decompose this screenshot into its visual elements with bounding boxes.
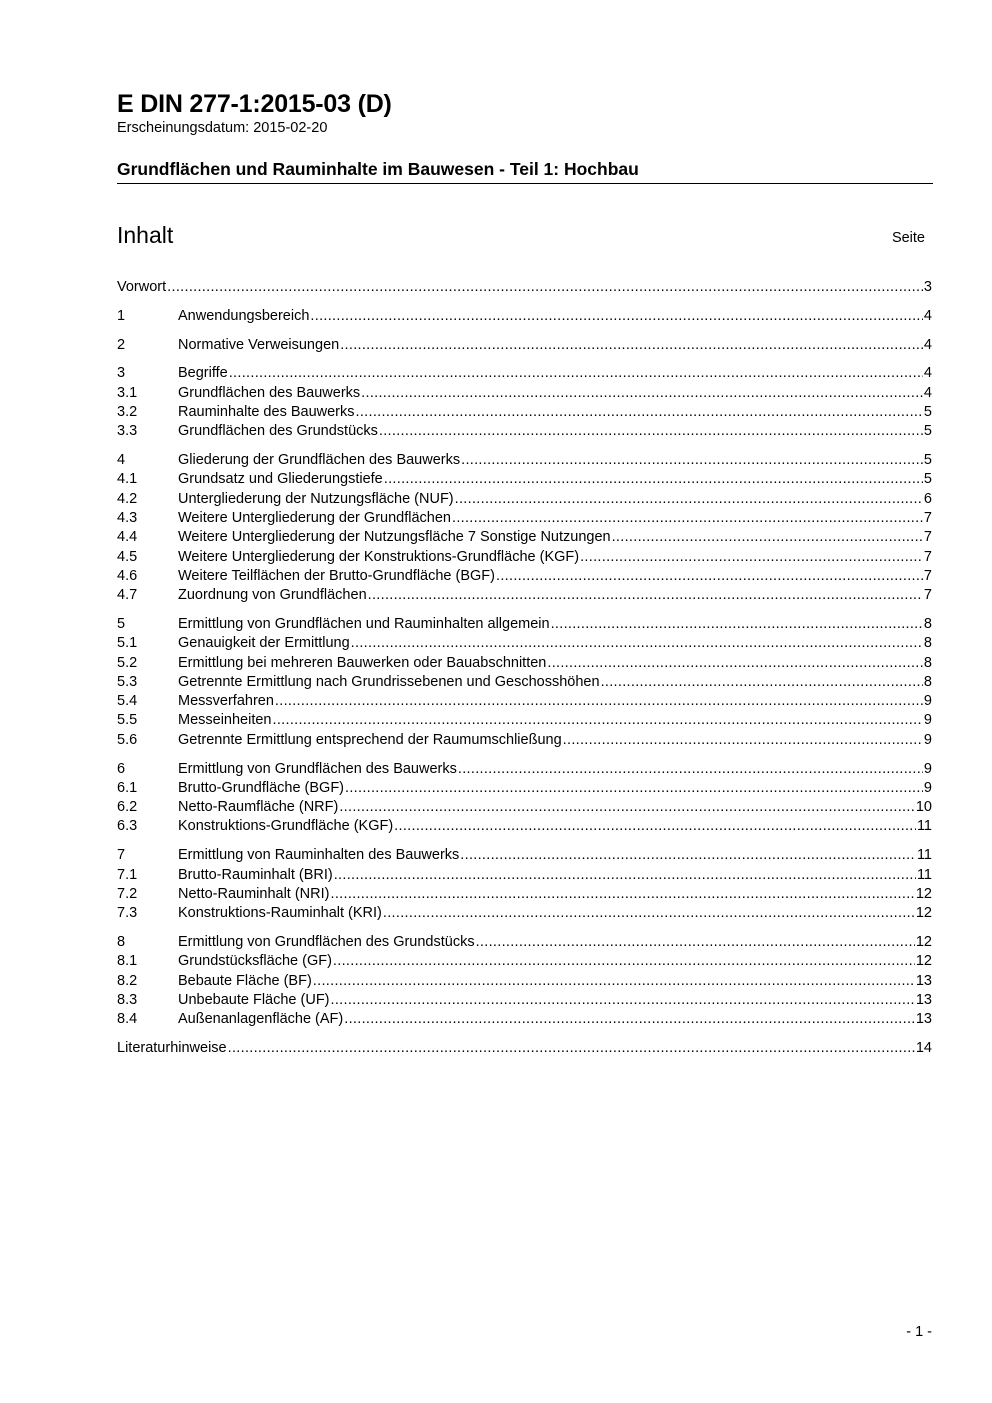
toc-entry[interactable] [117,654,932,673]
toc-dot-leader [344,1010,915,1029]
toc-entry[interactable] [117,1039,932,1058]
toc-entry-page: 13 [915,1011,932,1028]
toc-entry-page: 7 [923,587,932,604]
toc-entry-page: 11 [916,818,932,835]
toc-entry-title: Grundsatz und Gliederungstiefe [178,471,383,488]
toc-entry-title: Grundflächen des Grundstücks [178,423,378,440]
toc-entry-page: 12 [915,905,932,922]
toc-entry-page: 9 [923,712,932,729]
toc-dot-leader [563,731,923,750]
toc-entry-number: 4.7 [117,587,138,604]
toc-entry-page: 7 [923,548,932,565]
toc-entry-title: Brutto-Grundfläche (BGF) [178,779,344,796]
toc-entry-page: 9 [923,760,932,777]
toc-entry-title: Weitere Untergliederung der Nutzungsfläche 7 Sonstige Nutzungen [178,529,611,546]
toc-entry-number: 8.3 [117,991,138,1008]
toc-entry[interactable] [117,548,932,567]
toc-entry-number: 4 [117,452,126,469]
toc-entry[interactable] [117,567,932,586]
toc-entry[interactable] [117,904,932,923]
toc-entry-page: 3 [923,279,932,295]
toc-entry-number: 7 [117,847,126,864]
toc-entry[interactable] [117,866,932,885]
toc-entry[interactable] [117,336,932,355]
toc-entry-title: Anwendungsbereich [178,307,310,324]
toc-entry[interactable] [117,692,932,711]
toc-entry[interactable] [117,451,932,470]
toc-dot-leader [275,692,923,711]
toc-entry-number: 3.3 [117,423,138,440]
toc-dot-leader [580,548,923,567]
toc-entry-page: 8 [923,615,932,632]
toc-dot-leader [345,779,923,798]
toc-dot-leader [384,470,923,489]
toc-entry-title: Gliederung der Grundflächen des Bauwerks [178,452,461,469]
toc-entry-number: 4.1 [117,471,138,488]
toc-entry-title: Bebaute Fläche (BF) [178,972,312,989]
toc-entry-number: 8 [117,933,126,950]
toc-entry[interactable] [117,490,932,509]
toc-dot-leader [612,528,923,547]
toc-entry-number: 4.4 [117,529,138,546]
toc-entry-page: 12 [915,933,932,950]
toc-entry-number: 5.4 [117,693,138,710]
toc-entry-number: 4.6 [117,567,138,584]
toc-entry[interactable] [117,586,932,605]
toc-entry-number: 8.1 [117,953,138,970]
toc-entry-number: 3 [117,365,126,382]
toc-dot-leader [476,933,915,952]
toc-entry[interactable] [117,991,932,1010]
toc-dot-leader [351,634,923,653]
toc-dot-leader [455,490,923,509]
toc-entry[interactable] [117,711,932,730]
toc-entry-page: 13 [915,972,932,989]
toc-entry-page: 4 [923,384,932,401]
toc-dot-leader [167,278,923,297]
toc-dot-leader [601,673,923,692]
toc-entry[interactable] [117,885,932,904]
toc-entry-page: 8 [923,635,932,652]
toc-entry[interactable] [117,615,932,634]
toc-entry-number: 6.3 [117,818,138,835]
toc-entry-title: Vorwort [117,279,167,295]
toc-entry-title: Außenanlagenfläche (AF) [178,1011,344,1028]
toc-entry-title: Konstruktions-Rauminhalt (KRI) [178,905,382,922]
toc-dot-leader [458,760,923,779]
toc-section [117,278,932,297]
toc-entry-number: 8.4 [117,1011,138,1028]
toc-dot-leader [383,904,915,923]
toc-entry-title: Begriffe [178,365,228,382]
toc-entry-page: 6 [923,490,932,507]
toc-entry-number: 5.5 [117,712,138,729]
toc-entry-title: Unbebaute Fläche (UF) [178,991,330,1008]
toc-entry-page: 4 [923,336,932,353]
toc-heading: Inhalt [117,222,174,248]
toc-entry[interactable] [117,278,932,297]
toc-dot-leader [339,798,915,817]
toc-dot-leader [333,952,915,971]
toc-entry-page: 5 [923,452,932,469]
toc-dot-leader [452,509,923,528]
toc-section [117,336,932,355]
toc-entry[interactable] [117,307,932,326]
document-title: Grundflächen und Rauminhalte im Bauwesen - Teil 1: Hochbau [117,159,639,179]
toc-entry[interactable] [117,422,932,441]
toc-entry-page: 9 [923,779,932,796]
toc-entry-title: Ermittlung von Grundflächen und Rauminhalten allgemein [178,615,550,632]
toc-entry-number: 4.2 [117,490,138,507]
toc-entry-page: 10 [915,799,932,816]
toc-entry-title: Zuordnung von Grundflächen [178,587,367,604]
toc-entry[interactable] [117,972,932,991]
toc-entry[interactable] [117,779,932,798]
toc-entry[interactable] [117,470,932,489]
toc-entry[interactable] [117,952,932,971]
toc-entry[interactable] [117,528,932,547]
toc-section [117,451,932,605]
toc-entry-page: 14 [915,1039,932,1056]
toc-dot-leader [461,451,923,470]
toc-entry-page: 9 [923,693,932,710]
toc-entry[interactable] [117,846,932,865]
toc-dot-leader [228,1039,915,1058]
toc-dot-leader [460,846,916,865]
toc-entry-title: Messeinheiten [178,712,272,729]
toc-section [117,846,932,923]
toc-entry-title: Weitere Teilflächen der Brutto-Grundfläche (BGF) [178,567,495,584]
title-divider [117,183,933,184]
toc-entry-title: Getrennte Ermittlung nach Grundrissebenen und Geschosshöhen [178,673,600,690]
toc-entry-page: 12 [915,953,932,970]
toc-entry-page: 5 [923,403,932,420]
toc-entry[interactable] [117,384,932,403]
toc-entry-title: Weitere Untergliederung der Grundflächen [178,509,451,526]
toc-entry-title: Grundstücksfläche (GF) [178,953,332,970]
toc-entry-page: 7 [923,567,932,584]
toc-entry-number: 7.1 [117,866,138,883]
toc-entry-page: 8 [923,654,932,671]
toc-entry[interactable] [117,364,932,383]
toc-entry-title: Ermittlung von Grundflächen des Grundstücks [178,933,475,950]
toc-entry[interactable] [117,933,932,952]
toc-entry-number: 5 [117,615,126,632]
toc-dot-leader [310,307,923,326]
toc-dot-leader [313,972,915,991]
toc-entry-page: 5 [923,471,932,488]
toc-entry-title: Grundflächen des Bauwerks [178,384,361,401]
table-of-contents [117,278,932,1068]
toc-dot-leader [547,654,923,673]
toc-entry[interactable] [117,798,932,817]
toc-entry-number: 8.2 [117,972,138,989]
toc-entry-title: Rauminhalte des Bauwerks [178,403,355,420]
toc-entry-page: 7 [923,509,932,526]
toc-entry-number: 6.2 [117,799,138,816]
toc-dot-leader [496,567,923,586]
toc-entry-title: Ermittlung von Rauminhalten des Bauwerks [178,847,460,864]
toc-entry-title: Weitere Untergliederung der Konstruktions-Grundfläche (KGF) [178,548,580,565]
toc-entry-title: Untergliederung der Nutzungsfläche (NUF) [178,490,454,507]
toc-entry-number: 7.3 [117,905,138,922]
toc-entry-page: 4 [923,307,932,324]
toc-dot-leader [331,885,915,904]
toc-dot-leader [229,364,923,383]
toc-entry-number: 6 [117,760,126,777]
toc-entry-page: 11 [916,847,932,864]
toc-entry-number: 6.1 [117,779,138,796]
toc-dot-leader [334,866,916,885]
toc-entry-number: 5.2 [117,654,138,671]
toc-entry-page: 4 [923,365,932,382]
toc-entry[interactable] [117,634,932,653]
toc-entry-page: 13 [915,991,932,1008]
toc-entry-title: Messverfahren [178,693,274,710]
toc-section [117,933,932,1029]
toc-dot-leader [356,403,923,422]
toc-section [117,307,932,326]
toc-entry-number: 1 [117,307,126,324]
toc-entry-page: 7 [923,529,932,546]
toc-entry-title: Getrennte Ermittlung entsprechend der Raumumschließung [178,731,562,748]
toc-entry-number: 5.1 [117,635,138,652]
toc-dot-leader [361,384,923,403]
publication-date: Erscheinungsdatum: 2015-02-20 [117,120,328,136]
toc-section [117,1039,932,1058]
toc-section [117,364,932,441]
toc-entry-page: 9 [923,731,932,748]
toc-entry-number: 2 [117,336,126,353]
toc-dot-leader [551,615,923,634]
toc-entry[interactable] [117,673,932,692]
toc-dot-leader [331,991,915,1010]
toc-entry[interactable] [117,731,932,750]
toc-entry[interactable] [117,403,932,422]
toc-entry-number: 7.2 [117,885,138,902]
toc-entry-page: 11 [916,866,932,883]
toc-entry-number: 5.3 [117,673,138,690]
toc-section [117,615,932,750]
toc-dot-leader [394,817,916,836]
toc-entry-title: Genauigkeit der Ermittlung [178,635,350,652]
toc-entry[interactable] [117,760,932,779]
toc-entry-number: 3.1 [117,384,138,401]
toc-entry-title: Normative Verweisungen [178,336,340,353]
toc-dot-leader [340,336,923,355]
toc-dot-leader [379,422,923,441]
toc-entry-title: Literaturhinweise [117,1039,227,1056]
toc-entry-page: 8 [923,673,932,690]
toc-entry-number: 4.3 [117,509,138,526]
toc-entry[interactable] [117,1010,932,1029]
toc-entry-title: Netto-Rauminhalt (NRI) [178,885,330,902]
toc-entry-number: 3.2 [117,403,138,420]
toc-entry-page: 12 [915,885,932,902]
toc-entry-number: 4.5 [117,548,138,565]
toc-dot-leader [368,586,923,605]
toc-page-column-label: Seite [891,230,925,246]
document-id: E DIN 277-1:2015-03 (D) [117,90,392,118]
toc-entry-title: Ermittlung von Grundflächen des Bauwerks [178,760,457,777]
toc-entry-title: Netto-Raumfläche (NRF) [178,799,339,816]
toc-entry-number: 5.6 [117,731,138,748]
toc-dot-leader [273,711,923,730]
toc-entry[interactable] [117,509,932,528]
toc-entry-title: Konstruktions-Grundfläche (KGF) [178,818,394,835]
toc-entry-title: Brutto-Rauminhalt (BRI) [178,866,333,883]
toc-section [117,760,932,837]
toc-entry-title: Ermittlung bei mehreren Bauwerken oder Bauabschnitten [178,654,547,671]
toc-entry-page: 5 [923,423,932,440]
toc-entry[interactable] [117,817,932,836]
page-number: - 1 - [906,1324,932,1340]
